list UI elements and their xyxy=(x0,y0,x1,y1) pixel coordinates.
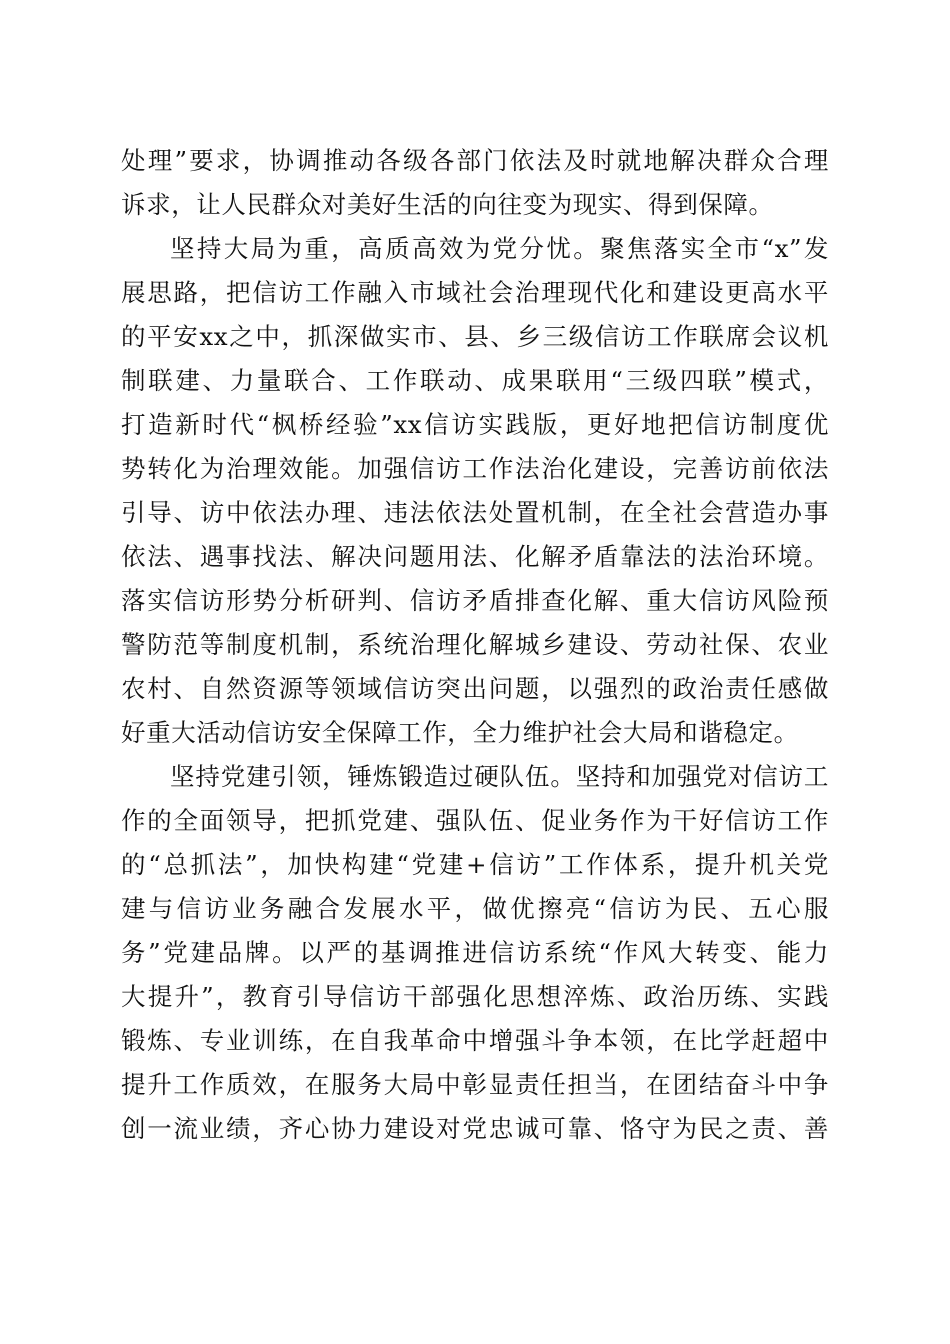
text-line: 打造新时代“枫桥经验”xx信访实践版，更好地把信访制度优 xyxy=(121,410,829,439)
text-line: 势转化为治理效能。加强信访工作法治化建设，完善访前依法 xyxy=(121,454,829,483)
body-text xyxy=(121,139,829,1151)
text-line: 引导、访中依法办理、违法依法处置机制，在全社会营造办事 xyxy=(121,498,829,527)
text-line: 务”党建品牌。以严的基调推进信访系统“作风大转变、能力 xyxy=(121,938,829,967)
text-line: 依法、遇事找法、解决问题用法、化解矛盾靠法的法治环境。 xyxy=(121,542,829,571)
text-line: 制联建、力量联合、工作联动、成果联用“三级四联”模式， xyxy=(121,366,829,395)
paragraph-first-line: 坚持党建引领，锤炼锻造过硬队伍。坚持和加强党对信访工 xyxy=(170,762,829,791)
text-line: 建与信访业务融合发展水平，做优擦亮“信访为民、五心服 xyxy=(121,894,829,923)
text-line: 作的全面领导，把抓党建、强队伍、促业务作为干好信访工作 xyxy=(121,806,829,835)
paragraph-first-line: 坚持大局为重，高质高效为党分忧。聚焦落实全市“x”发 xyxy=(170,234,829,263)
text-line: 的平安xx之中，抓深做实市、县、乡三级信访工作联席会议机 xyxy=(121,322,829,351)
text-line: 大提升”，教育引导信访干部强化思想淬炼、政治历练、实践 xyxy=(121,982,829,1011)
text-line: 诉求，让人民群众对美好生活的向往变为现实、得到保障。 xyxy=(121,190,774,219)
text-line: 落实信访形势分析研判、信访矛盾排查化解、重大信访风险预 xyxy=(121,586,829,615)
text-line: 提升工作质效，在服务大局中彰显责任担当，在团结奋斗中争 xyxy=(121,1070,829,1099)
text-line: 警防范等制度机制，系统治理化解城乡建设、劳动社保、农业 xyxy=(121,630,829,659)
text-line: 农村、自然资源等领域信访突出问题，以强烈的政治责任感做 xyxy=(121,674,829,703)
text-line: 锻炼、专业训练，在自我革命中增强斗争本领，在比学赶超中 xyxy=(121,1026,829,1055)
text-line: 处理”要求，协调推动各级各部门依法及时就地解决群众合理 xyxy=(121,146,829,175)
text-line: 好重大活动信访安全保障工作，全力维护社会大局和谐稳定。 xyxy=(121,718,799,747)
text-line: 的“总抓法”，加快构建“党建+信访”工作体系，提升机关党 xyxy=(121,850,829,879)
text-line: 创一流业绩，齐心协力建设对党忠诚可靠、恪守为民之责、善 xyxy=(121,1114,829,1143)
text-line: 展思路，把信访工作融入市域社会治理现代化和建设更高水平 xyxy=(121,278,829,307)
